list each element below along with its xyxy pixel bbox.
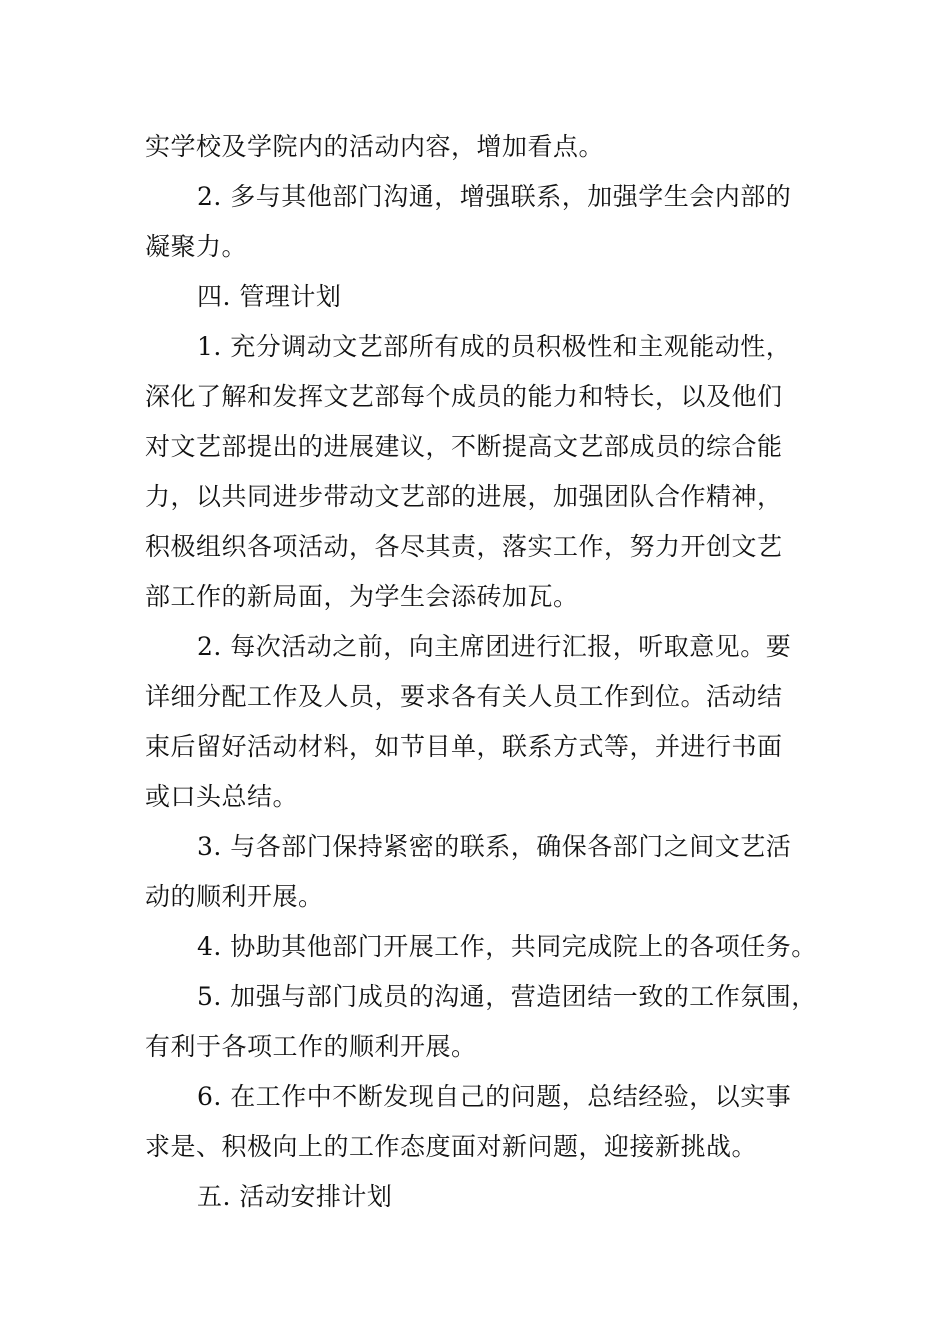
section-heading: 四. 管理计划 — [197, 282, 342, 311]
list-item-line: 2. 多与其他部门沟通，增强联系，加强学生会内部的 — [197, 182, 792, 211]
paragraph-line: 实学校及学院内的活动内容，增加看点。 — [145, 132, 605, 161]
paragraph-line: 束后留好活动材料，如节目单，联系方式等，并进行书面 — [145, 732, 783, 761]
paragraph-line: 凝聚力。 — [145, 232, 248, 261]
list-item-line: 4. 协助其他部门开展工作，共同完成院上的各项任务。 — [197, 932, 817, 961]
paragraph-line: 动的顺利开展。 — [145, 882, 324, 911]
paragraph-line: 求是、积极向上的工作态度面对新问题，迎接新挑战。 — [145, 1132, 758, 1161]
document-body — [145, 122, 817, 1222]
paragraph-line: 对文艺部提出的进展建议，不断提高文艺部成员的综合能 — [145, 432, 783, 461]
paragraph-line: 有利于各项工作的顺利开展。 — [145, 1032, 477, 1061]
paragraph-line: 详细分配工作及人员，要求各有关人员工作到位。活动结 — [145, 682, 783, 711]
paragraph-line: 积极组织各项活动，各尽其责，落实工作，努力开创文艺 — [145, 532, 783, 561]
list-item-line: 6. 在工作中不断发现自己的问题，总结经验，以实事 — [197, 1082, 792, 1111]
paragraph-line: 部工作的新局面，为学生会添砖加瓦。 — [145, 582, 579, 611]
list-item-line: 2. 每次活动之前，向主席团进行汇报，听取意见。要 — [197, 632, 792, 661]
paragraph-line: 或口头总结。 — [145, 782, 299, 811]
paragraph-line: 深化了解和发挥文艺部每个成员的能力和特长，以及他们 — [145, 382, 783, 411]
section-heading: 五. 活动安排计划 — [197, 1182, 393, 1211]
list-item-line: 1. 充分调动文艺部所有成的员积极性和主观能动性， — [197, 332, 792, 361]
list-item-line: 5. 加强与部门成员的沟通，营造团结一致的工作氛围， — [197, 982, 817, 1011]
list-item-line: 3. 与各部门保持紧密的联系，确保各部门之间文艺活 — [197, 832, 792, 861]
paragraph-line: 力，以共同进步带动文艺部的进展，加强团队合作精神， — [145, 482, 783, 511]
